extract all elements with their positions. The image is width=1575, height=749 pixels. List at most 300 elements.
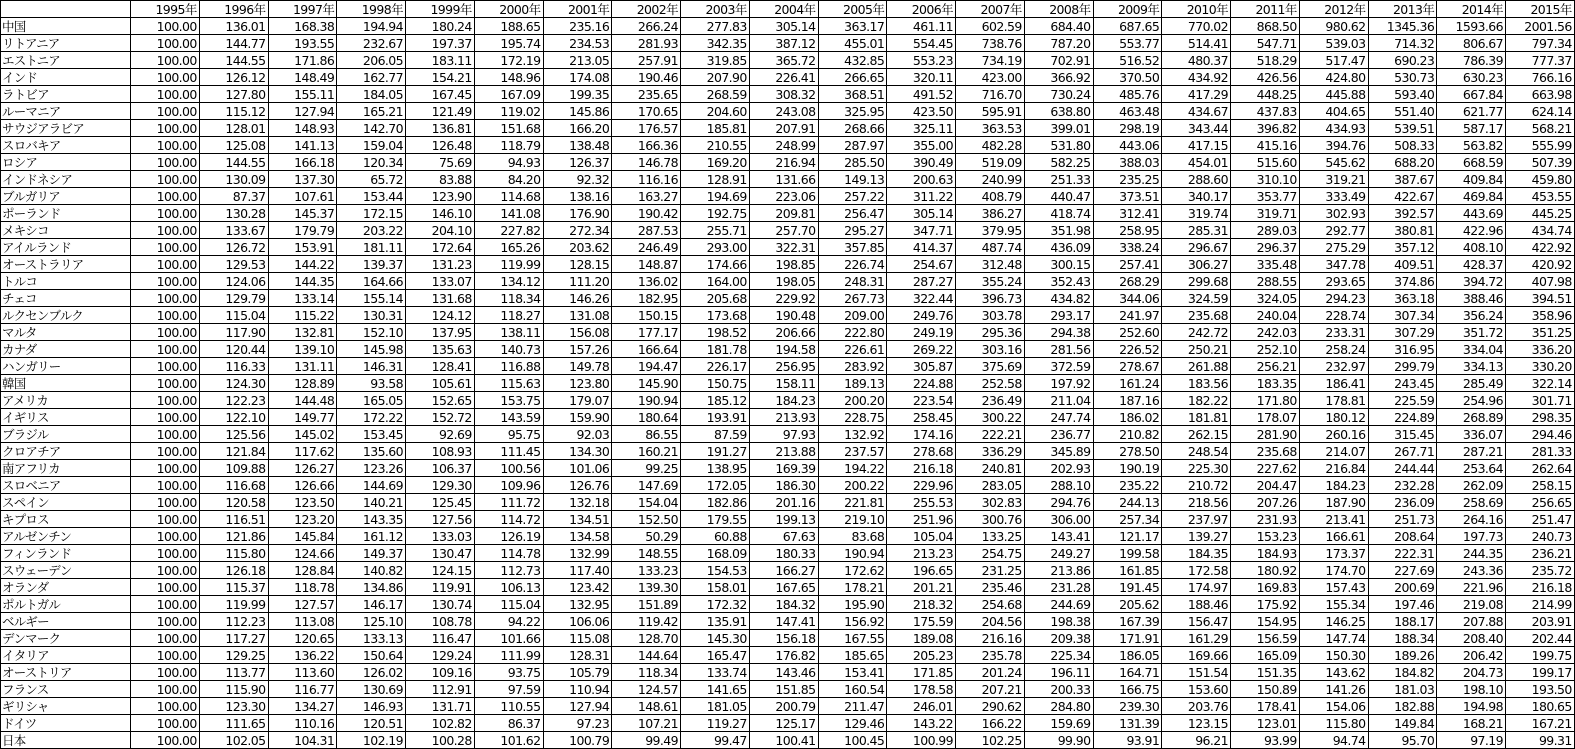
value-cell[interactable]: 207.26	[1231, 494, 1300, 511]
value-cell[interactable]: 150.75	[681, 375, 750, 392]
country-cell[interactable]: ドイツ	[1, 715, 131, 732]
value-cell[interactable]: 440.47	[1024, 188, 1093, 205]
value-cell[interactable]: 123.30	[199, 698, 268, 715]
value-cell[interactable]: 221.81	[818, 494, 887, 511]
value-cell[interactable]: 216.16	[956, 630, 1025, 647]
value-cell[interactable]: 387.12	[749, 35, 818, 52]
value-cell[interactable]: 507.39	[1506, 154, 1575, 171]
value-cell[interactable]: 183.35	[1231, 375, 1300, 392]
value-cell[interactable]: 196.11	[1024, 664, 1093, 681]
value-cell[interactable]: 139.27	[1162, 528, 1231, 545]
value-cell[interactable]: 146.93	[337, 698, 406, 715]
value-cell[interactable]: 101.62	[474, 732, 543, 749]
value-cell[interactable]: 351.72	[1437, 324, 1506, 341]
value-cell[interactable]: 115.08	[543, 630, 612, 647]
value-cell[interactable]: 100.00	[131, 52, 200, 69]
country-cell[interactable]: エストニア	[1, 52, 131, 69]
value-cell[interactable]: 119.91	[406, 579, 475, 596]
value-cell[interactable]: 100.00	[131, 545, 200, 562]
value-cell[interactable]: 247.74	[1024, 409, 1093, 426]
value-cell[interactable]: 172.15	[337, 205, 406, 222]
value-cell[interactable]: 100.00	[131, 426, 200, 443]
year-header[interactable]: 2002年	[612, 1, 681, 18]
value-cell[interactable]: 716.70	[956, 86, 1025, 103]
value-cell[interactable]: 184.35	[1162, 545, 1231, 562]
value-cell[interactable]: 97.19	[1437, 732, 1506, 749]
value-cell[interactable]: 688.20	[1368, 154, 1437, 171]
value-cell[interactable]: 139.10	[268, 341, 337, 358]
value-cell[interactable]: 204.60	[681, 103, 750, 120]
value-cell[interactable]: 714.32	[1368, 35, 1437, 52]
value-cell[interactable]: 275.29	[1299, 239, 1368, 256]
value-cell[interactable]: 766.16	[1506, 69, 1575, 86]
value-cell[interactable]: 115.63	[474, 375, 543, 392]
value-cell[interactable]: 119.99	[199, 596, 268, 613]
value-cell[interactable]: 437.83	[1231, 103, 1300, 120]
value-cell[interactable]: 83.88	[406, 171, 475, 188]
value-cell[interactable]: 221.96	[1437, 579, 1506, 596]
value-cell[interactable]: 162.77	[337, 69, 406, 86]
value-cell[interactable]: 102.25	[956, 732, 1025, 749]
value-cell[interactable]: 143.62	[1299, 664, 1368, 681]
value-cell[interactable]: 319.85	[681, 52, 750, 69]
value-cell[interactable]: 307.34	[1368, 307, 1437, 324]
value-cell[interactable]: 236.77	[1024, 426, 1093, 443]
value-cell[interactable]: 199.17	[1506, 664, 1575, 681]
value-cell[interactable]: 373.51	[1093, 188, 1162, 205]
value-cell[interactable]: 182.88	[1368, 698, 1437, 715]
value-cell[interactable]: 118.34	[612, 664, 681, 681]
value-cell[interactable]: 116.33	[199, 358, 268, 375]
value-cell[interactable]: 303.78	[956, 307, 1025, 324]
value-cell[interactable]: 180.24	[406, 18, 475, 35]
value-cell[interactable]: 630.23	[1437, 69, 1506, 86]
value-cell[interactable]: 394.51	[1506, 290, 1575, 307]
value-cell[interactable]: 258.24	[1299, 341, 1368, 358]
value-cell[interactable]: 251.73	[1368, 511, 1437, 528]
value-cell[interactable]: 144.77	[199, 35, 268, 52]
country-cell[interactable]: スロベニア	[1, 477, 131, 494]
value-cell[interactable]: 306.27	[1162, 256, 1231, 273]
value-cell[interactable]: 207.91	[749, 120, 818, 137]
value-cell[interactable]: 293.17	[1024, 307, 1093, 324]
value-cell[interactable]: 131.23	[406, 256, 475, 273]
value-cell[interactable]: 166.27	[749, 562, 818, 579]
value-cell[interactable]: 125.45	[406, 494, 475, 511]
value-cell[interactable]: 211.47	[818, 698, 887, 715]
value-cell[interactable]: 358.96	[1506, 307, 1575, 324]
value-cell[interactable]: 134.30	[543, 443, 612, 460]
value-cell[interactable]: 582.25	[1024, 154, 1093, 171]
country-cell[interactable]: 南アフリカ	[1, 460, 131, 477]
value-cell[interactable]: 227.82	[474, 222, 543, 239]
value-cell[interactable]: 194.98	[1437, 698, 1506, 715]
value-cell[interactable]: 156.47	[1162, 613, 1231, 630]
value-cell[interactable]: 244.13	[1093, 494, 1162, 511]
value-cell[interactable]: 319.21	[1299, 171, 1368, 188]
value-cell[interactable]: 182.86	[681, 494, 750, 511]
value-cell[interactable]: 352.43	[1024, 273, 1093, 290]
value-cell[interactable]: 595.91	[956, 103, 1025, 120]
country-cell[interactable]: メキシコ	[1, 222, 131, 239]
value-cell[interactable]: 130.31	[337, 307, 406, 324]
value-cell[interactable]: 181.11	[337, 239, 406, 256]
value-cell[interactable]: 175.92	[1231, 596, 1300, 613]
value-cell[interactable]: 285.31	[1162, 222, 1231, 239]
value-cell[interactable]: 147.74	[1299, 630, 1368, 647]
value-cell[interactable]: 139.30	[612, 579, 681, 596]
value-cell[interactable]: 186.30	[749, 477, 818, 494]
value-cell[interactable]: 153.44	[337, 188, 406, 205]
value-cell[interactable]: 148.96	[474, 69, 543, 86]
value-cell[interactable]: 110.94	[543, 681, 612, 698]
value-cell[interactable]: 165.26	[474, 239, 543, 256]
value-cell[interactable]: 198.85	[749, 256, 818, 273]
value-cell[interactable]: 148.93	[268, 120, 337, 137]
value-cell[interactable]: 93.75	[474, 664, 543, 681]
value-cell[interactable]: 316.95	[1368, 341, 1437, 358]
value-cell[interactable]: 351.25	[1506, 324, 1575, 341]
year-header[interactable]: 2005年	[818, 1, 887, 18]
value-cell[interactable]: 100.00	[131, 579, 200, 596]
value-cell[interactable]: 120.65	[268, 630, 337, 647]
value-cell[interactable]: 336.07	[1437, 426, 1506, 443]
value-cell[interactable]: 454.01	[1162, 154, 1231, 171]
value-cell[interactable]: 126.12	[199, 69, 268, 86]
value-cell[interactable]: 336.29	[956, 443, 1025, 460]
value-cell[interactable]: 356.24	[1437, 307, 1506, 324]
value-cell[interactable]: 187.16	[1093, 392, 1162, 409]
value-cell[interactable]: 443.06	[1093, 137, 1162, 154]
value-cell[interactable]: 197.92	[1024, 375, 1093, 392]
value-cell[interactable]: 663.98	[1506, 86, 1575, 103]
value-cell[interactable]: 216.18	[1506, 579, 1575, 596]
value-cell[interactable]: 178.58	[887, 681, 956, 698]
value-cell[interactable]: 171.80	[1231, 392, 1300, 409]
value-cell[interactable]: 134.51	[543, 511, 612, 528]
value-cell[interactable]: 254.75	[956, 545, 1025, 562]
value-cell[interactable]: 100.00	[131, 188, 200, 205]
value-cell[interactable]: 206.42	[1437, 647, 1506, 664]
value-cell[interactable]: 445.25	[1506, 205, 1575, 222]
value-cell[interactable]: 256.47	[818, 205, 887, 222]
value-cell[interactable]: 165.21	[337, 103, 406, 120]
year-header[interactable]: 2001年	[543, 1, 612, 18]
value-cell[interactable]: 199.75	[1506, 647, 1575, 664]
value-cell[interactable]: 175.59	[887, 613, 956, 630]
value-cell[interactable]: 132.92	[818, 426, 887, 443]
country-cell[interactable]: ブラジル	[1, 426, 131, 443]
value-cell[interactable]: 335.48	[1231, 256, 1300, 273]
value-cell[interactable]: 114.72	[474, 511, 543, 528]
value-cell[interactable]: 200.79	[749, 698, 818, 715]
value-cell[interactable]: 347.78	[1299, 256, 1368, 273]
value-cell[interactable]: 158.11	[749, 375, 818, 392]
value-cell[interactable]: 539.51	[1368, 120, 1437, 137]
value-cell[interactable]: 786.39	[1437, 52, 1506, 69]
value-cell[interactable]: 246.49	[612, 239, 681, 256]
value-cell[interactable]: 100.00	[131, 715, 200, 732]
value-cell[interactable]: 136.81	[406, 120, 475, 137]
value-cell[interactable]: 163.27	[612, 188, 681, 205]
value-cell[interactable]: 114.68	[474, 188, 543, 205]
value-cell[interactable]: 190.42	[612, 205, 681, 222]
value-cell[interactable]: 123.01	[1231, 715, 1300, 732]
value-cell[interactable]: 190.46	[612, 69, 681, 86]
value-cell[interactable]: 164.00	[681, 273, 750, 290]
value-cell[interactable]: 448.25	[1231, 86, 1300, 103]
value-cell[interactable]: 154.06	[1299, 698, 1368, 715]
value-cell[interactable]: 176.82	[749, 647, 818, 664]
value-cell[interactable]: 130.47	[406, 545, 475, 562]
value-cell[interactable]: 237.57	[818, 443, 887, 460]
value-cell[interactable]: 730.24	[1024, 86, 1093, 103]
value-cell[interactable]: 262.64	[1506, 460, 1575, 477]
value-cell[interactable]: 127.94	[543, 698, 612, 715]
value-cell[interactable]: 218.32	[887, 596, 956, 613]
value-cell[interactable]: 87.37	[199, 188, 268, 205]
value-cell[interactable]: 268.29	[1093, 273, 1162, 290]
value-cell[interactable]: 134.27	[268, 698, 337, 715]
value-cell[interactable]: 190.19	[1093, 460, 1162, 477]
value-cell[interactable]: 148.55	[612, 545, 681, 562]
value-cell[interactable]: 204.73	[1437, 664, 1506, 681]
value-cell[interactable]: 154.95	[1231, 613, 1300, 630]
value-cell[interactable]: 121.17	[1093, 528, 1162, 545]
value-cell[interactable]: 86.55	[612, 426, 681, 443]
value-cell[interactable]: 141.13	[268, 137, 337, 154]
value-cell[interactable]: 514.41	[1162, 35, 1231, 52]
value-cell[interactable]: 124.57	[612, 681, 681, 698]
value-cell[interactable]: 155.34	[1299, 596, 1368, 613]
year-header[interactable]: 2000年	[474, 1, 543, 18]
value-cell[interactable]: 122.23	[199, 392, 268, 409]
value-cell[interactable]: 150.15	[612, 307, 681, 324]
value-cell[interactable]: 519.09	[956, 154, 1025, 171]
value-cell[interactable]: 166.18	[268, 154, 337, 171]
value-cell[interactable]: 118.78	[268, 579, 337, 596]
value-cell[interactable]: 340.17	[1162, 188, 1231, 205]
value-cell[interactable]: 553.77	[1093, 35, 1162, 52]
value-cell[interactable]: 244.35	[1437, 545, 1506, 562]
value-cell[interactable]: 602.59	[956, 18, 1025, 35]
value-cell[interactable]: 111.45	[474, 443, 543, 460]
value-cell[interactable]: 201.16	[749, 494, 818, 511]
value-cell[interactable]: 244.69	[1024, 596, 1093, 613]
value-cell[interactable]: 240.04	[1231, 307, 1300, 324]
value-cell[interactable]: 135.60	[337, 443, 406, 460]
value-cell[interactable]: 105.04	[887, 528, 956, 545]
value-cell[interactable]: 116.47	[406, 630, 475, 647]
value-cell[interactable]: 223.06	[749, 188, 818, 205]
value-cell[interactable]: 50.29	[612, 528, 681, 545]
value-cell[interactable]: 114.78	[474, 545, 543, 562]
value-cell[interactable]: 185.12	[681, 392, 750, 409]
value-cell[interactable]: 93.91	[1093, 732, 1162, 749]
value-cell[interactable]: 624.14	[1506, 103, 1575, 120]
value-cell[interactable]: 375.69	[956, 358, 1025, 375]
value-cell[interactable]: 118.34	[474, 290, 543, 307]
value-cell[interactable]: 190.94	[612, 392, 681, 409]
value-cell[interactable]: 287.21	[1437, 443, 1506, 460]
value-cell[interactable]: 169.66	[1162, 647, 1231, 664]
value-cell[interactable]: 216.84	[1299, 460, 1368, 477]
value-cell[interactable]: 165.47	[681, 647, 750, 664]
value-cell[interactable]: 100.00	[131, 256, 200, 273]
value-cell[interactable]: 231.93	[1231, 511, 1300, 528]
value-cell[interactable]: 210.55	[681, 137, 750, 154]
value-cell[interactable]: 143.41	[1024, 528, 1093, 545]
value-cell[interactable]: 153.60	[1162, 681, 1231, 698]
value-cell[interactable]: 201.21	[887, 579, 956, 596]
value-cell[interactable]: 194.47	[612, 358, 681, 375]
value-cell[interactable]: 117.90	[199, 324, 268, 341]
value-cell[interactable]: 310.10	[1231, 171, 1300, 188]
value-cell[interactable]: 201.24	[956, 664, 1025, 681]
value-cell[interactable]: 167.39	[1093, 613, 1162, 630]
value-cell[interactable]: 178.07	[1231, 409, 1300, 426]
value-cell[interactable]: 638.80	[1024, 103, 1093, 120]
year-header[interactable]: 1999年	[406, 1, 475, 18]
value-cell[interactable]: 1345.36	[1368, 18, 1437, 35]
value-cell[interactable]: 257.34	[1093, 511, 1162, 528]
value-cell[interactable]: 363.53	[956, 120, 1025, 137]
value-cell[interactable]: 128.15	[543, 256, 612, 273]
value-cell[interactable]: 158.01	[681, 579, 750, 596]
value-cell[interactable]: 143.46	[749, 664, 818, 681]
value-cell[interactable]: 171.85	[887, 664, 956, 681]
value-cell[interactable]: 200.63	[887, 171, 956, 188]
value-cell[interactable]: 242.72	[1162, 324, 1231, 341]
value-cell[interactable]: 232.97	[1299, 358, 1368, 375]
value-cell[interactable]: 428.37	[1437, 256, 1506, 273]
value-cell[interactable]: 734.19	[956, 52, 1025, 69]
year-header[interactable]: 2015年	[1506, 1, 1575, 18]
value-cell[interactable]: 144.69	[337, 477, 406, 494]
value-cell[interactable]: 787.20	[1024, 35, 1093, 52]
value-cell[interactable]: 195.90	[818, 596, 887, 613]
value-cell[interactable]: 138.16	[543, 188, 612, 205]
value-cell[interactable]: 132.95	[543, 596, 612, 613]
value-cell[interactable]: 388.03	[1093, 154, 1162, 171]
value-cell[interactable]: 174.16	[887, 426, 956, 443]
value-cell[interactable]: 172.19	[474, 52, 543, 69]
value-cell[interactable]: 226.52	[1093, 341, 1162, 358]
country-cell[interactable]: ポーランド	[1, 205, 131, 222]
value-cell[interactable]: 407.98	[1506, 273, 1575, 290]
value-cell[interactable]: 83.68	[818, 528, 887, 545]
value-cell[interactable]: 96.21	[1162, 732, 1231, 749]
value-cell[interactable]: 144.35	[268, 273, 337, 290]
value-cell[interactable]: 226.41	[749, 69, 818, 86]
country-cell[interactable]: リトアニア	[1, 35, 131, 52]
value-cell[interactable]: 183.11	[406, 52, 475, 69]
value-cell[interactable]: 174.97	[1162, 579, 1231, 596]
value-cell[interactable]: 128.41	[406, 358, 475, 375]
country-cell[interactable]: カナダ	[1, 341, 131, 358]
value-cell[interactable]: 190.94	[818, 545, 887, 562]
value-cell[interactable]: 196.65	[887, 562, 956, 579]
value-cell[interactable]: 193.50	[1506, 681, 1575, 698]
value-cell[interactable]: 204.56	[956, 613, 1025, 630]
value-cell[interactable]: 308.32	[749, 86, 818, 103]
value-cell[interactable]: 204.47	[1231, 477, 1300, 494]
value-cell[interactable]: 223.54	[887, 392, 956, 409]
value-cell[interactable]: 422.67	[1368, 188, 1437, 205]
value-cell[interactable]: 166.64	[612, 341, 681, 358]
value-cell[interactable]: 115.90	[199, 681, 268, 698]
value-cell[interactable]: 422.92	[1506, 239, 1575, 256]
country-cell[interactable]: フィンランド	[1, 545, 131, 562]
value-cell[interactable]: 268.66	[818, 120, 887, 137]
value-cell[interactable]: 224.89	[1368, 409, 1437, 426]
value-cell[interactable]: 152.72	[406, 409, 475, 426]
value-cell[interactable]: 140.82	[337, 562, 406, 579]
value-cell[interactable]: 126.72	[199, 239, 268, 256]
value-cell[interactable]: 255.71	[681, 222, 750, 239]
value-cell[interactable]: 139.37	[337, 256, 406, 273]
value-cell[interactable]: 404.65	[1299, 103, 1368, 120]
value-cell[interactable]: 219.08	[1437, 596, 1506, 613]
value-cell[interactable]: 133.74	[681, 664, 750, 681]
value-cell[interactable]: 199.13	[749, 511, 818, 528]
value-cell[interactable]: 105.61	[406, 375, 475, 392]
value-cell[interactable]: 153.23	[1231, 528, 1300, 545]
value-cell[interactable]: 151.35	[1231, 664, 1300, 681]
value-cell[interactable]: 186.41	[1299, 375, 1368, 392]
value-cell[interactable]: 232.67	[337, 35, 406, 52]
value-cell[interactable]: 229.92	[749, 290, 818, 307]
value-cell[interactable]: 100.00	[131, 477, 200, 494]
value-cell[interactable]: 325.95	[818, 103, 887, 120]
value-cell[interactable]: 167.09	[474, 86, 543, 103]
value-cell[interactable]: 207.90	[681, 69, 750, 86]
value-cell[interactable]: 159.69	[1024, 715, 1093, 732]
value-cell[interactable]: 256.65	[1506, 494, 1575, 511]
value-cell[interactable]: 545.62	[1299, 154, 1368, 171]
value-cell[interactable]: 423.50	[887, 103, 956, 120]
value-cell[interactable]: 668.59	[1437, 154, 1506, 171]
value-cell[interactable]: 100.00	[131, 137, 200, 154]
value-cell[interactable]: 386.27	[956, 205, 1025, 222]
value-cell[interactable]: 180.92	[1231, 562, 1300, 579]
value-cell[interactable]: 306.00	[1024, 511, 1093, 528]
value-cell[interactable]: 351.98	[1024, 222, 1093, 239]
value-cell[interactable]: 251.33	[1024, 171, 1093, 188]
value-cell[interactable]: 140.73	[474, 341, 543, 358]
value-cell[interactable]: 147.69	[612, 477, 681, 494]
value-cell[interactable]: 133.23	[612, 562, 681, 579]
country-cell[interactable]: ルクセンブルク	[1, 307, 131, 324]
value-cell[interactable]: 322.31	[749, 239, 818, 256]
country-cell[interactable]: ハンガリー	[1, 358, 131, 375]
value-cell[interactable]: 75.69	[406, 154, 475, 171]
value-cell[interactable]: 169.39	[749, 460, 818, 477]
value-cell[interactable]: 119.42	[612, 613, 681, 630]
value-cell[interactable]: 325.11	[887, 120, 956, 137]
value-cell[interactable]: 116.51	[199, 511, 268, 528]
value-cell[interactable]: 115.37	[199, 579, 268, 596]
value-cell[interactable]: 287.27	[887, 273, 956, 290]
value-cell[interactable]: 380.81	[1368, 222, 1437, 239]
value-cell[interactable]: 257.91	[612, 52, 681, 69]
year-header[interactable]: 2011年	[1231, 1, 1300, 18]
value-cell[interactable]: 294.76	[1024, 494, 1093, 511]
value-cell[interactable]: 434.82	[1024, 290, 1093, 307]
value-cell[interactable]: 127.56	[406, 511, 475, 528]
value-cell[interactable]: 146.17	[337, 596, 406, 613]
value-cell[interactable]: 137.30	[268, 171, 337, 188]
